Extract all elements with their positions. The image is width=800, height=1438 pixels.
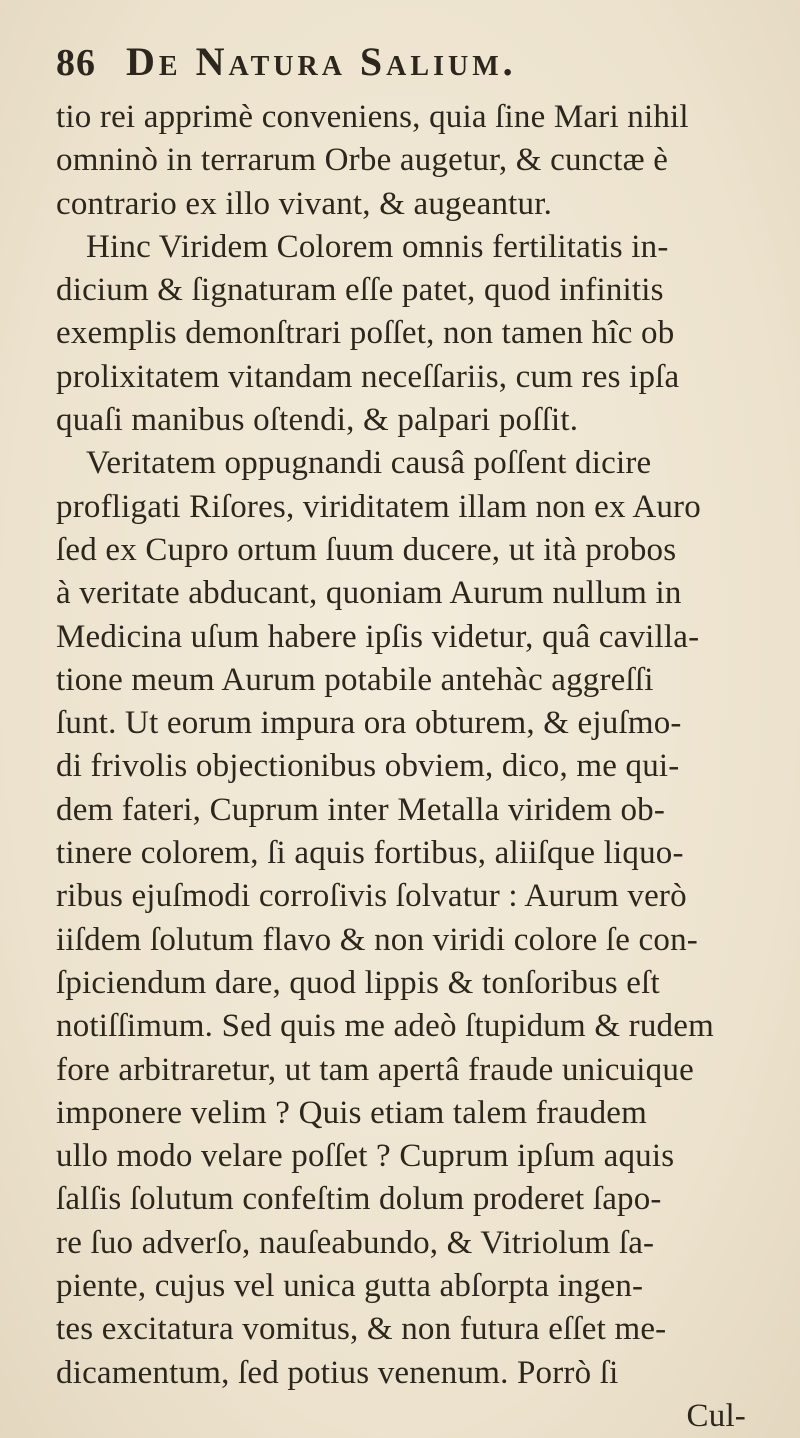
catchword: Cul- bbox=[686, 1397, 746, 1434]
text-line: dicium & ſignaturam eſſe patet, quod infinitis bbox=[56, 272, 664, 309]
text-line: ſunt. Ut eorum impura ora obturem, & ejuſmo- bbox=[56, 705, 682, 742]
body-text bbox=[56, 96, 786, 1438]
text-line: prolixitatem vitandam neceſſariis, cum res ipſa bbox=[56, 358, 680, 395]
page-number: 86 bbox=[56, 42, 96, 84]
text-line: ullo modo velare poſſet ? Cuprum ipſum aquis bbox=[56, 1138, 675, 1175]
text-line: tinere colorem, ſi aquis fortibus, aliiſque liquo- bbox=[56, 835, 684, 872]
running-title: De Natura Salium. bbox=[126, 39, 517, 84]
text-line: exemplis demonſtrari poſſet, non tamen hîc ob bbox=[56, 315, 675, 352]
text-line: ſalſis ſolutum confeſtim dolum proderet ſapo- bbox=[56, 1181, 662, 1218]
text-line: piente, cujus vel unica gutta abſorpta ingen- bbox=[56, 1268, 644, 1305]
text-line: ſpiciendum dare, quod lippis & tonſoribus eſt bbox=[56, 964, 660, 1001]
text-line: dem fateri, Cuprum inter Metalla viridem ob- bbox=[56, 791, 666, 828]
text-line: tione meum Aurum potabile antehàc aggreſſi bbox=[56, 661, 654, 698]
page-header bbox=[56, 38, 756, 94]
text-line: Medicina uſum habere ipſis videtur, quâ cavilla- bbox=[56, 618, 700, 655]
text-line: ſed ex Cupro ortum ſuum ducere, ut ità probos bbox=[56, 531, 677, 568]
text-line: Veritatem oppugnandi causâ poſſent dicire bbox=[86, 445, 652, 482]
text-line: tio rei apprimè conveniens, quia ſine Mari nihil bbox=[56, 99, 689, 135]
text-line: tes excitatura vomitus, & non futura eſſet me- bbox=[56, 1311, 667, 1348]
text-line: ribus ejuſmodi corroſivis ſolvatur : Aurum verò bbox=[56, 878, 687, 915]
text-line: di frivolis objectionibus obviem, dico, me qui- bbox=[56, 748, 680, 785]
text-line: re ſuo adverſo, nauſeabundo, & Vitriolum ſa- bbox=[56, 1224, 655, 1261]
text-line: notiſſimum. Sed quis me adeò ſtupidum & rudem bbox=[56, 1008, 714, 1045]
text-line: omninò in terrarum Orbe augetur, & cunctæ è bbox=[56, 142, 669, 179]
text-line: profligati Riſores, viriditatem illam non ex Auro bbox=[56, 488, 701, 525]
text-line: à veritate abducant, quoniam Aurum nullum in bbox=[56, 575, 682, 612]
text-line: fore arbitraretur, ut tam apertâ fraude unicuique bbox=[56, 1051, 694, 1088]
text-line: Hinc Viridem Colorem omnis fertilitatis in- bbox=[86, 228, 669, 265]
text-line: contrario ex illo vivant, & augeantur. bbox=[56, 185, 553, 222]
text-line: dicamentum, ſed potius venenum. Porrò ſi bbox=[56, 1354, 619, 1391]
text-line: quaſi manibus oſtendi, & palpari poſſit. bbox=[56, 402, 579, 439]
text-line: imponere velim ? Quis etiam talem fraudem bbox=[56, 1094, 648, 1131]
text-line: iiſdem ſolutum flavo & non viridi colore ſe con- bbox=[56, 921, 698, 958]
